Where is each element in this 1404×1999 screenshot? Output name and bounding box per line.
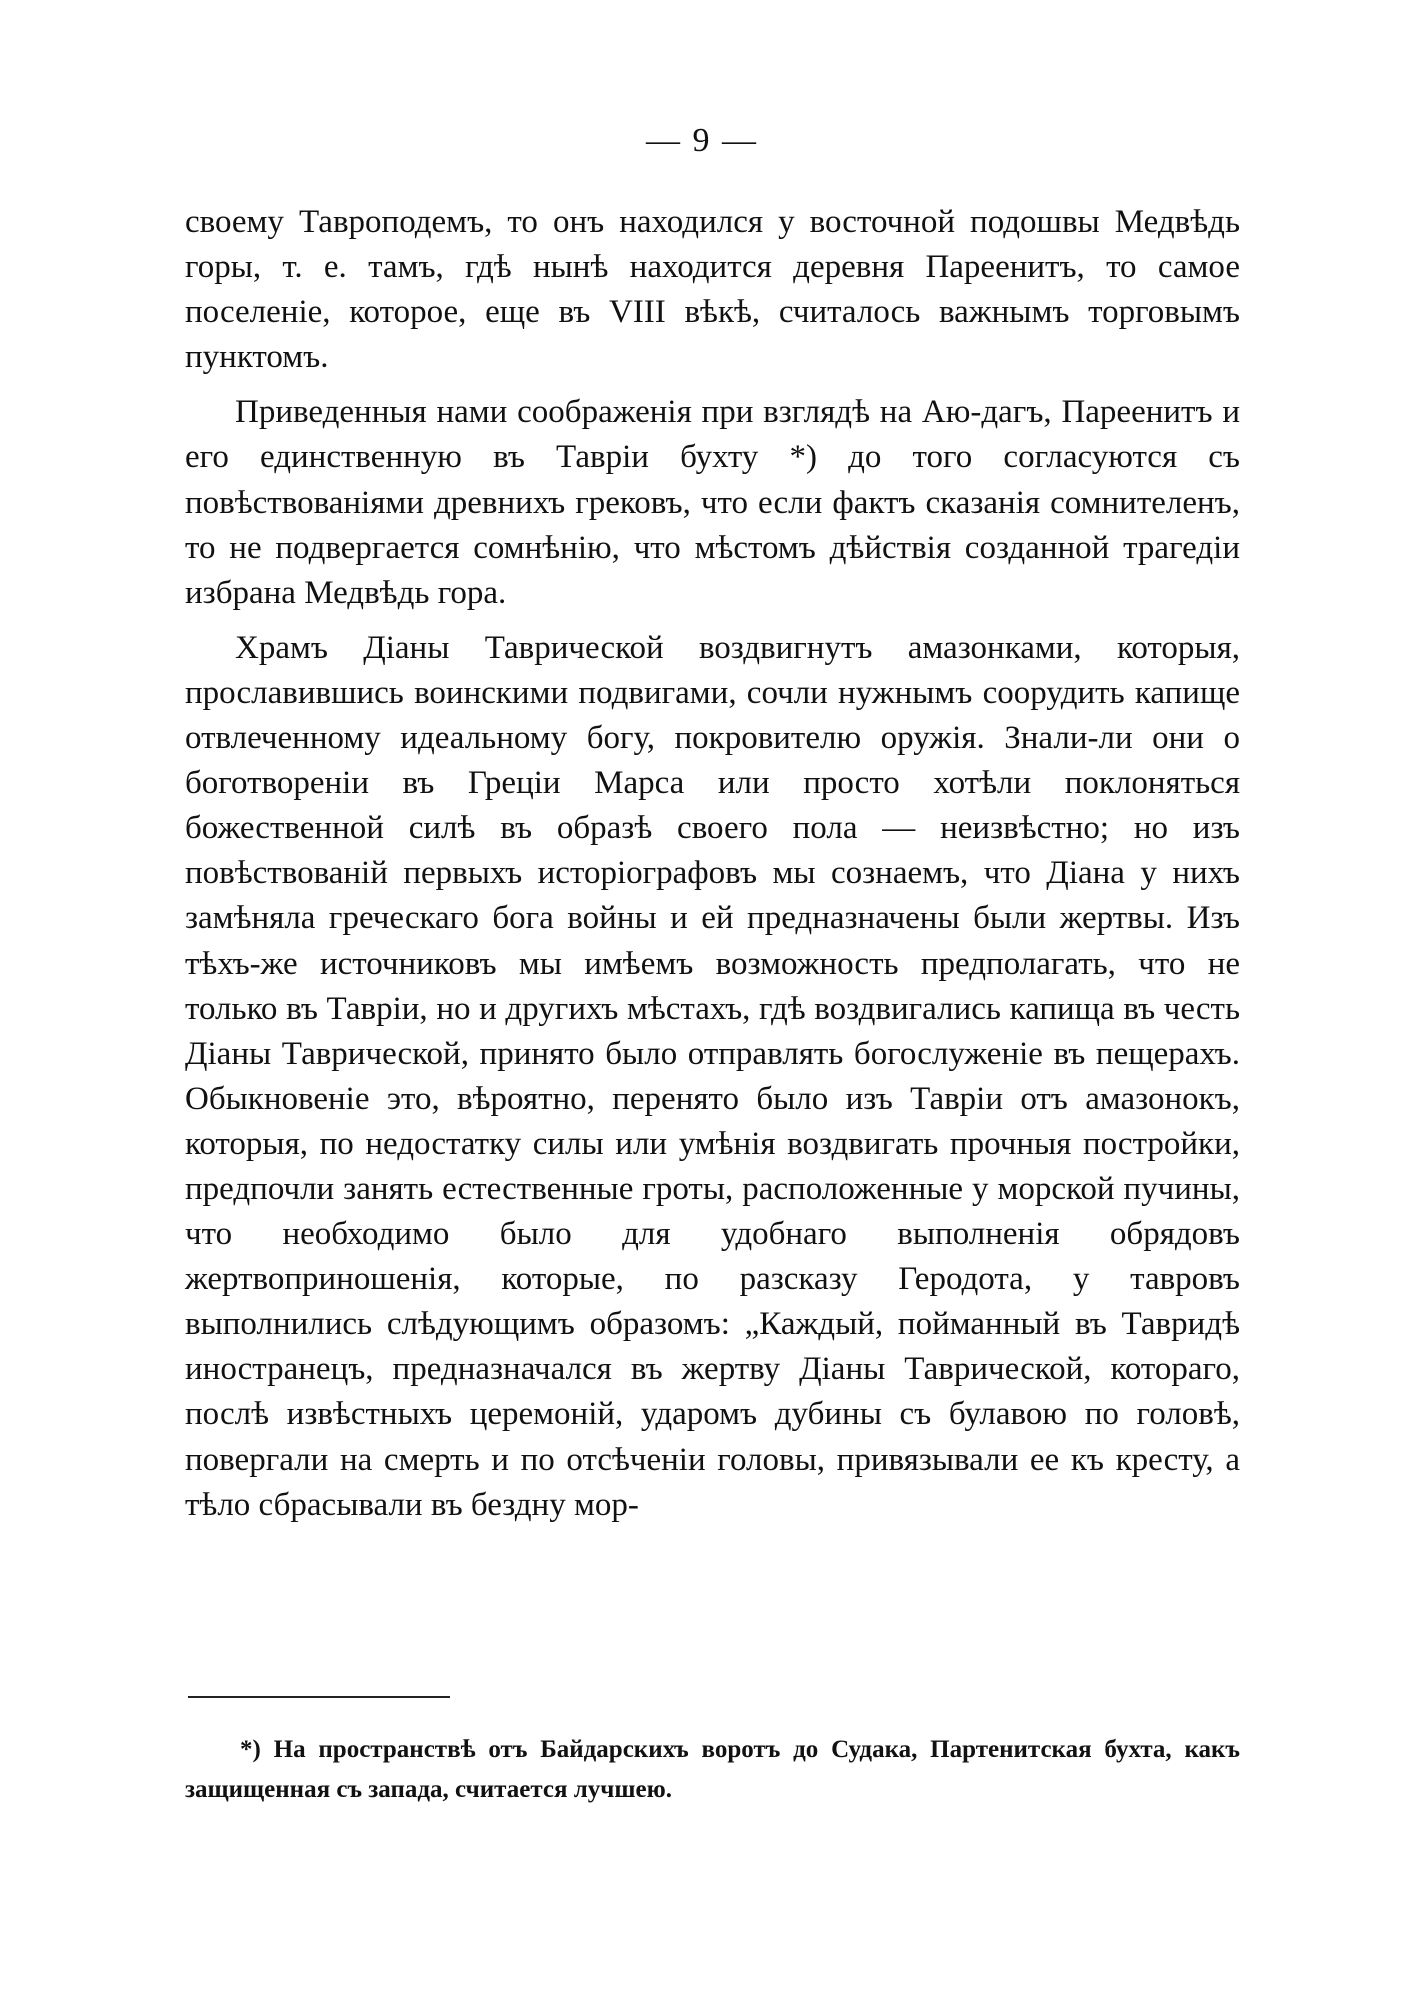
paragraph-2: Приведенныя нами соображенія при взглядѣ на Аю-дагъ, Пареенитъ и его единственную въ Тавріи бухту *) до того согласуются съ повѣствованіями древнихъ грековъ, что если фактъ сказанія сомнителенъ, то не подвергается сомнѣнію, что мѣстомъ дѣйствія созданной трагедіи избрана Медвѣдь гора. <box>185 394 1240 611</box>
paragraph-1: своему Тавроподемъ, то онъ находился у восточной подошвы Медвѣдь горы, т. е. тамъ, гдѣ нынѣ находится деревня Пареенитъ, то самое поселеніе, которое, еще въ VIII вѣкѣ, считалось важнымъ торговымъ пунктомъ. <box>185 204 1240 376</box>
footnote <box>185 1730 1240 1810</box>
page-number: — 9 — <box>646 122 758 159</box>
paragraph-3: Храмъ Діаны Таврической воздвигнутъ амазонками, которыя, прославившись воинскими подвигами, сочли нужнымъ соорудить капище отвлеченному идеальному богу, покровителю оружія. Знали-ли они о боготвореніи въ Греціи Марса или просто хотѣли поклоняться божественной силѣ въ образѣ своего пола — неизвѣстно; но изъ повѣствованій первыхъ исторіографовъ мы сознаемъ, что Діана у нихъ замѣняла греческаго бога войны и ей предназначены были жертвы. Изъ тѣхъ-же источниковъ мы имѣемъ возможность предполагать, что не только въ Тавріи, но и другихъ мѣстахъ, гдѣ воздвигались капища въ честь Діаны Таврической, принято было отправлять богослуженіе въ пещерахъ. Обыкновеніе это, вѣроятно, перенято было изъ Тавріи отъ амазонокъ, которыя, по недостатку силы или умѣнія воздвигать прочныя постройки, предпочли занять естественные гроты, расположенные у морской пучины, что необходимо было для удобнаго выполненія обрядовъ жертвоприношенія, которые, по разсказу Геродота, у тавровъ выполнились слѣдующимъ образомъ: „Каждый, пойманный въ Тавридѣ иностранецъ, предназначался въ жертву Діаны Таврической, котораго, послѣ извѣстныхъ церемоній, ударомъ дубины съ булавою по головѣ, повергали на смерть и по отсѣченіи головы, привязывали ее къ кресту, а тѣло сбрасывали въ бездну мор- <box>185 629 1240 1523</box>
footnote-divider <box>188 1696 450 1698</box>
body-text <box>185 200 1240 1538</box>
footnote-text: *) На пространствѣ отъ Байдарскихъ воротъ до Судака, Партенитская бухта, какъ защищенная съ запада, считается лучшею. <box>185 1736 1240 1803</box>
